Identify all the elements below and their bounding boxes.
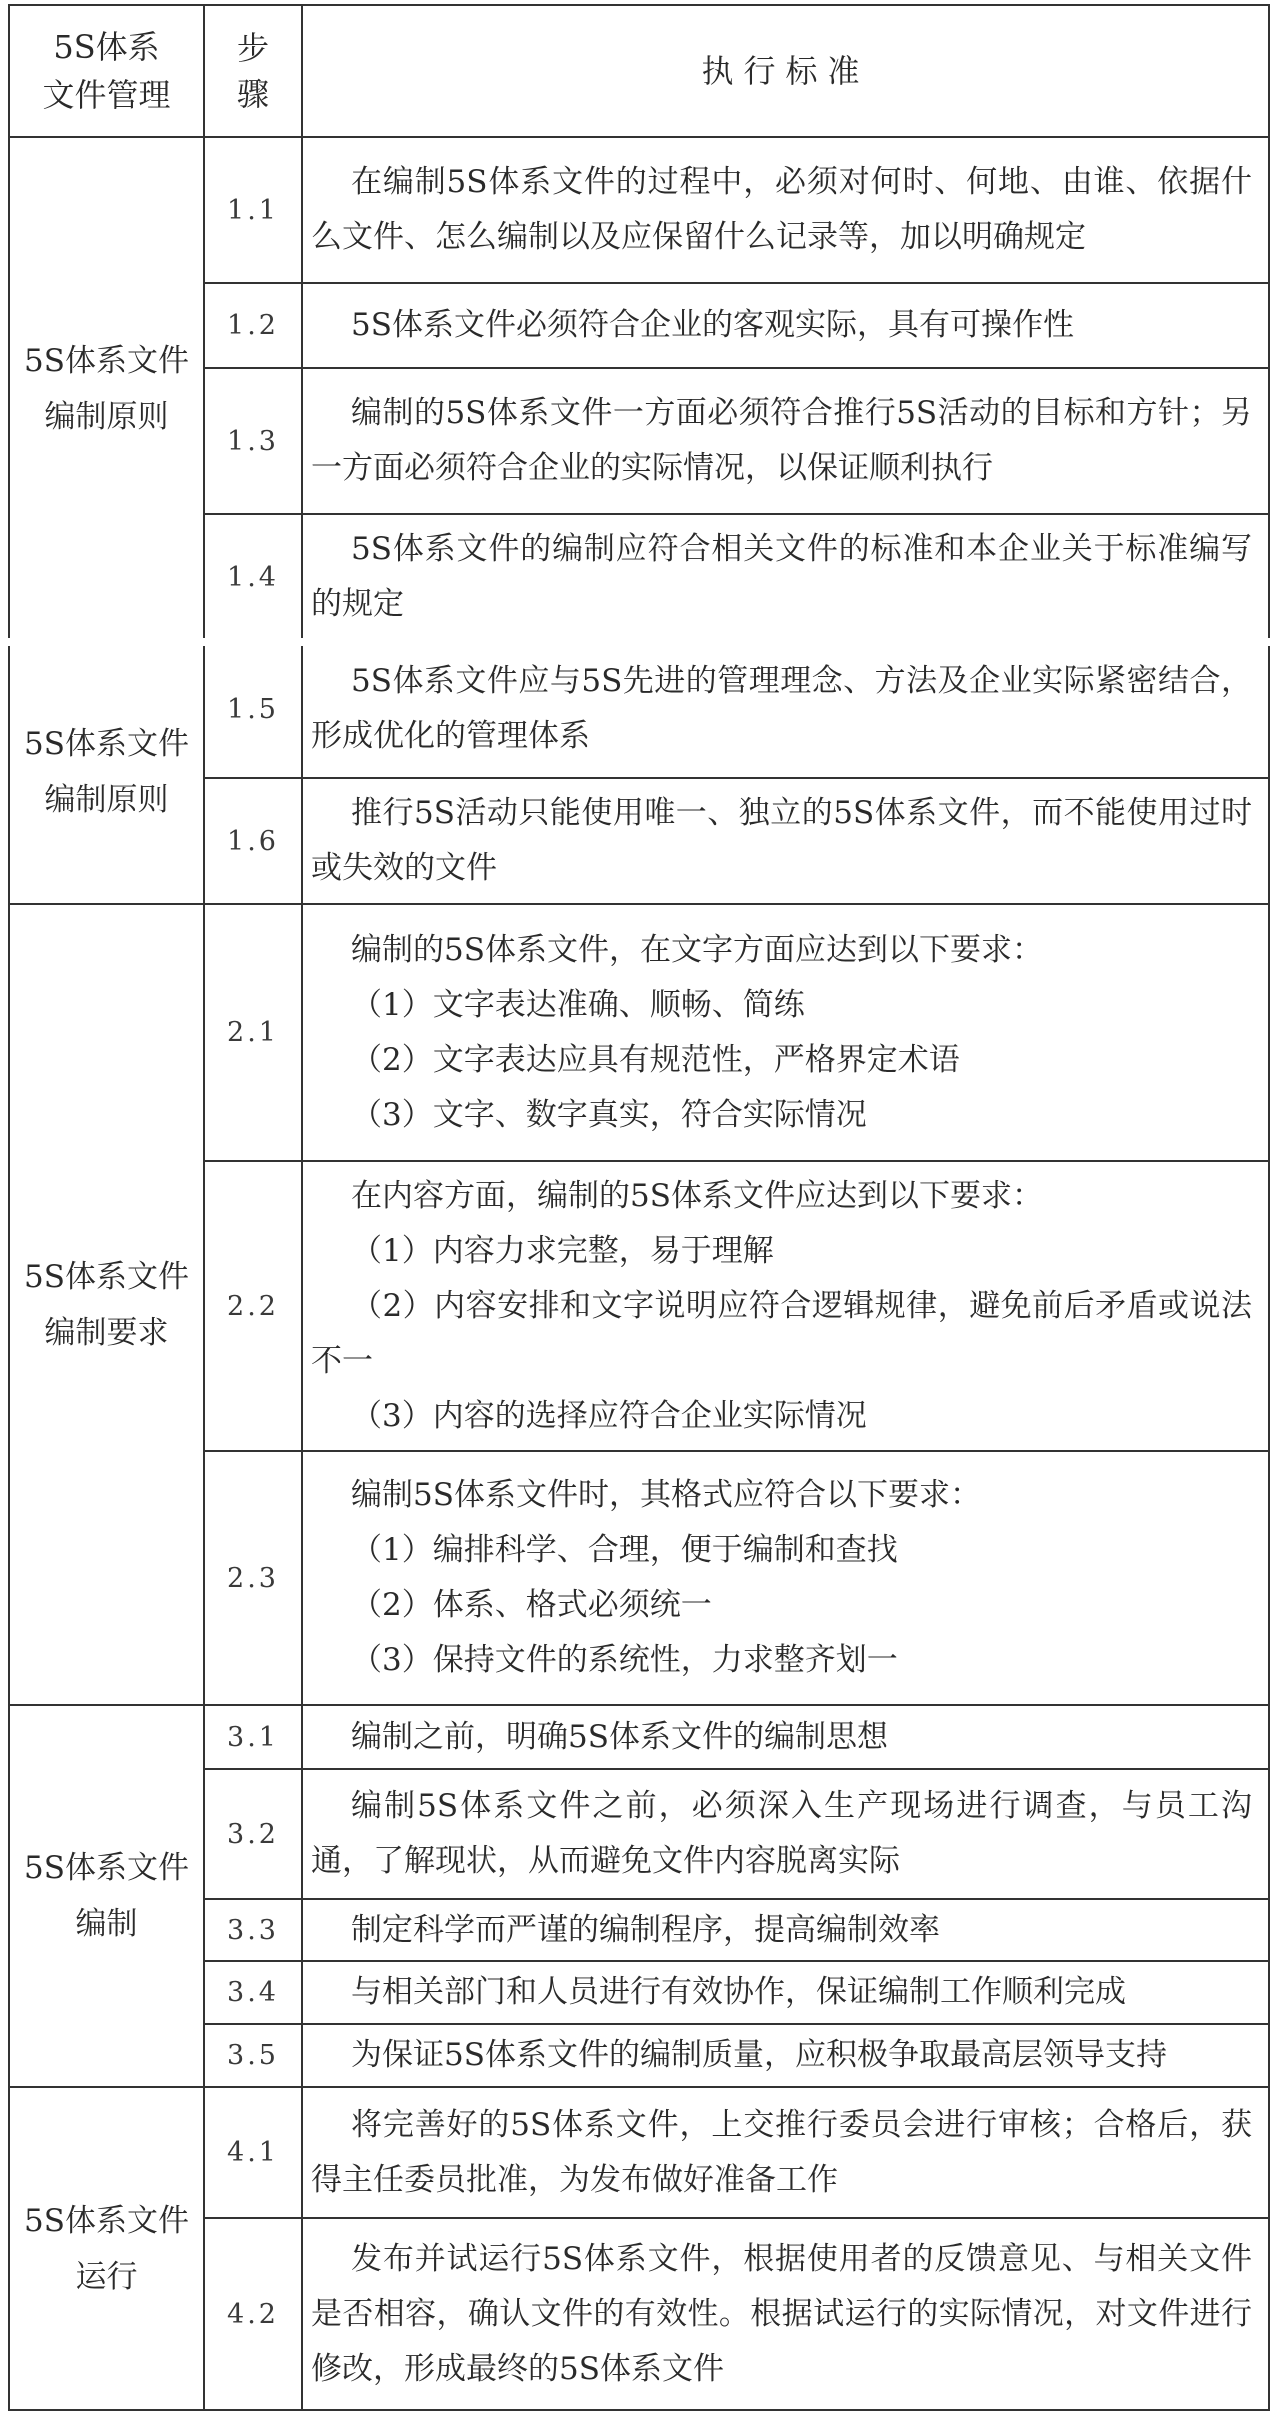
standard-line: 发布并试运行5S体系文件，根据使用者的反馈意见、与相关文件是否相容，确认文件的有效性。根据试运行的实际情况，对文件进行修改，形成最终的5S体系文件 (311, 2240, 1252, 2387)
standard-text-cell (302, 283, 1269, 368)
standard-line: 编制的5S体系文件，在文字方面应达到以下要求： (351, 931, 1043, 968)
step-number: 3.3 (204, 1899, 302, 1961)
category-cell (9, 904, 204, 1705)
step-number: 2.2 (204, 1161, 302, 1451)
group-operation (9, 2087, 1269, 2410)
requirement-item: （3）保持文件的系统性，力求整齐划一 (351, 1642, 898, 1678)
standard-text-cell (302, 2218, 1269, 2410)
category-label: 5S体系文件编制原则 (24, 726, 189, 818)
standard-line: 5S体系文件必须符合企业的客观实际，具有可操作性 (351, 307, 1074, 343)
header-execution-standard: 执行标准 (302, 5, 1269, 137)
category-cell (9, 1705, 204, 2087)
standard-line: 推行5S活动只能使用唯一、独立的5S体系文件，而不能使用过时或失效的文件 (311, 795, 1252, 886)
group-compilation (9, 1705, 1269, 2087)
table-row (9, 2087, 1269, 2218)
step-number: 3.1 (204, 1705, 302, 1769)
standard-line: 制定科学而严谨的编制程序，提高编制效率 (351, 1911, 940, 1948)
header-step-text: 步骤 (236, 29, 269, 113)
category-cell (9, 2087, 204, 2410)
step-number: 1.3 (204, 368, 302, 514)
page-break-gap (0, 638, 1280, 646)
step-number: 1.4 (204, 514, 302, 640)
step-number: 2.3 (204, 1451, 302, 1705)
requirement-item: （2）文字表达应具有规范性，严格界定术语 (351, 1041, 960, 1078)
standard-text-cell (302, 1769, 1269, 1899)
category-label: 5S体系文件编制 (24, 1850, 189, 1942)
table-row (9, 137, 1269, 283)
requirement-item: （3）内容的选择应符合企业实际情况 (351, 1397, 867, 1434)
header-category-text: 5S体系文件管理 (42, 28, 171, 114)
table-row (9, 640, 1269, 778)
step-number: 4.1 (204, 2087, 302, 2218)
standard-text-cell (302, 368, 1269, 514)
group-compilation-requirements (9, 904, 1269, 1705)
step-number: 3.5 (204, 2024, 302, 2087)
standard-text-cell (302, 514, 1269, 640)
standard-line: 为保证5S体系文件的编制质量，应积极争取最高层领导支持 (351, 2037, 1167, 2073)
standards-table-container (8, 4, 1268, 2411)
step-number: 1.1 (204, 137, 302, 283)
requirement-item: （1）编排科学、合理，便于编制和查找 (351, 1532, 898, 1568)
standard-text-cell (302, 778, 1269, 904)
standard-text-cell (302, 2024, 1269, 2087)
requirement-item: （2）体系、格式必须统一 (351, 1587, 712, 1623)
standard-line: 编制的5S体系文件一方面必须符合推行5S活动的目标和方针；另一方面必须符合企业的实际情况，以保证顺利执行 (311, 395, 1252, 486)
group-compilation-principles-a (9, 137, 1269, 640)
category-label: 5S体系文件编制要求 (24, 1258, 189, 1351)
category-label: 5S体系文件编制原则 (24, 342, 189, 435)
standard-text-cell (302, 1899, 1269, 1961)
table-row (9, 904, 1269, 1161)
standard-line: 编制之前，明确5S体系文件的编制思想 (351, 1718, 888, 1755)
5s-document-management-table (8, 4, 1270, 2411)
standard-text-cell (302, 1451, 1269, 1705)
step-number: 2.1 (204, 904, 302, 1161)
category-label: 5S体系文件运行 (24, 2202, 189, 2295)
standard-text-cell (302, 904, 1269, 1161)
standard-text-cell (302, 137, 1269, 283)
standard-line: 5S体系文件应与5S先进的管理理念、方法及企业实际紧密结合，形成优化的管理体系 (311, 663, 1252, 754)
standard-line: 在编制5S体系文件的过程中，必须对何时、何地、由谁、依据什么文件、怎么编制以及应保留什么记录等，加以明确规定 (311, 164, 1252, 255)
header-category (9, 5, 204, 137)
step-number: 1.6 (204, 778, 302, 904)
category-cell (9, 137, 204, 640)
standard-line: 将完善好的5S体系文件，上交推行委员会进行审核；合格后，获得主任委员批准，为发布做好准备工作 (311, 2106, 1252, 2198)
requirement-item: （3）文字、数字真实，符合实际情况 (351, 1096, 867, 1133)
table-header-row (9, 5, 1269, 137)
standard-line: 编制5S体系文件之前，必须深入生产现场进行调查，与员工沟通，了解现状，从而避免文件内容脱离实际 (311, 1788, 1252, 1879)
requirement-item: （2）内容安排和文字说明应符合逻辑规律，避免前后矛盾或说法不一 (311, 1287, 1252, 1379)
standard-text-cell (302, 1161, 1269, 1451)
step-number: 1.2 (204, 283, 302, 368)
step-number: 4.2 (204, 2218, 302, 2410)
step-number: 3.4 (204, 1961, 302, 2024)
standard-text-cell (302, 1705, 1269, 1769)
table-row (9, 1705, 1269, 1769)
step-number: 3.2 (204, 1769, 302, 1899)
group-compilation-principles-b (9, 640, 1269, 904)
standard-line: 编制5S体系文件时，其格式应符合以下要求： (351, 1477, 981, 1513)
step-number: 1.5 (204, 640, 302, 778)
standard-text-cell (302, 2087, 1269, 2218)
standard-line: 5S体系文件的编制应符合相关文件的标准和本企业关于标准编写的规定 (311, 531, 1252, 622)
standard-text-cell (302, 640, 1269, 778)
requirement-item: （1）内容力求完整，易于理解 (351, 1232, 774, 1269)
standard-line: 与相关部门和人员进行有效协作，保证编制工作顺利完成 (351, 1974, 1126, 2010)
header-step (204, 5, 302, 137)
standard-text-cell (302, 1961, 1269, 2024)
standard-line: 在内容方面，编制的5S体系文件应达到以下要求： (351, 1177, 1043, 1214)
requirement-item: （1）文字表达准确、顺畅、简练 (351, 986, 805, 1023)
category-cell (9, 640, 204, 904)
